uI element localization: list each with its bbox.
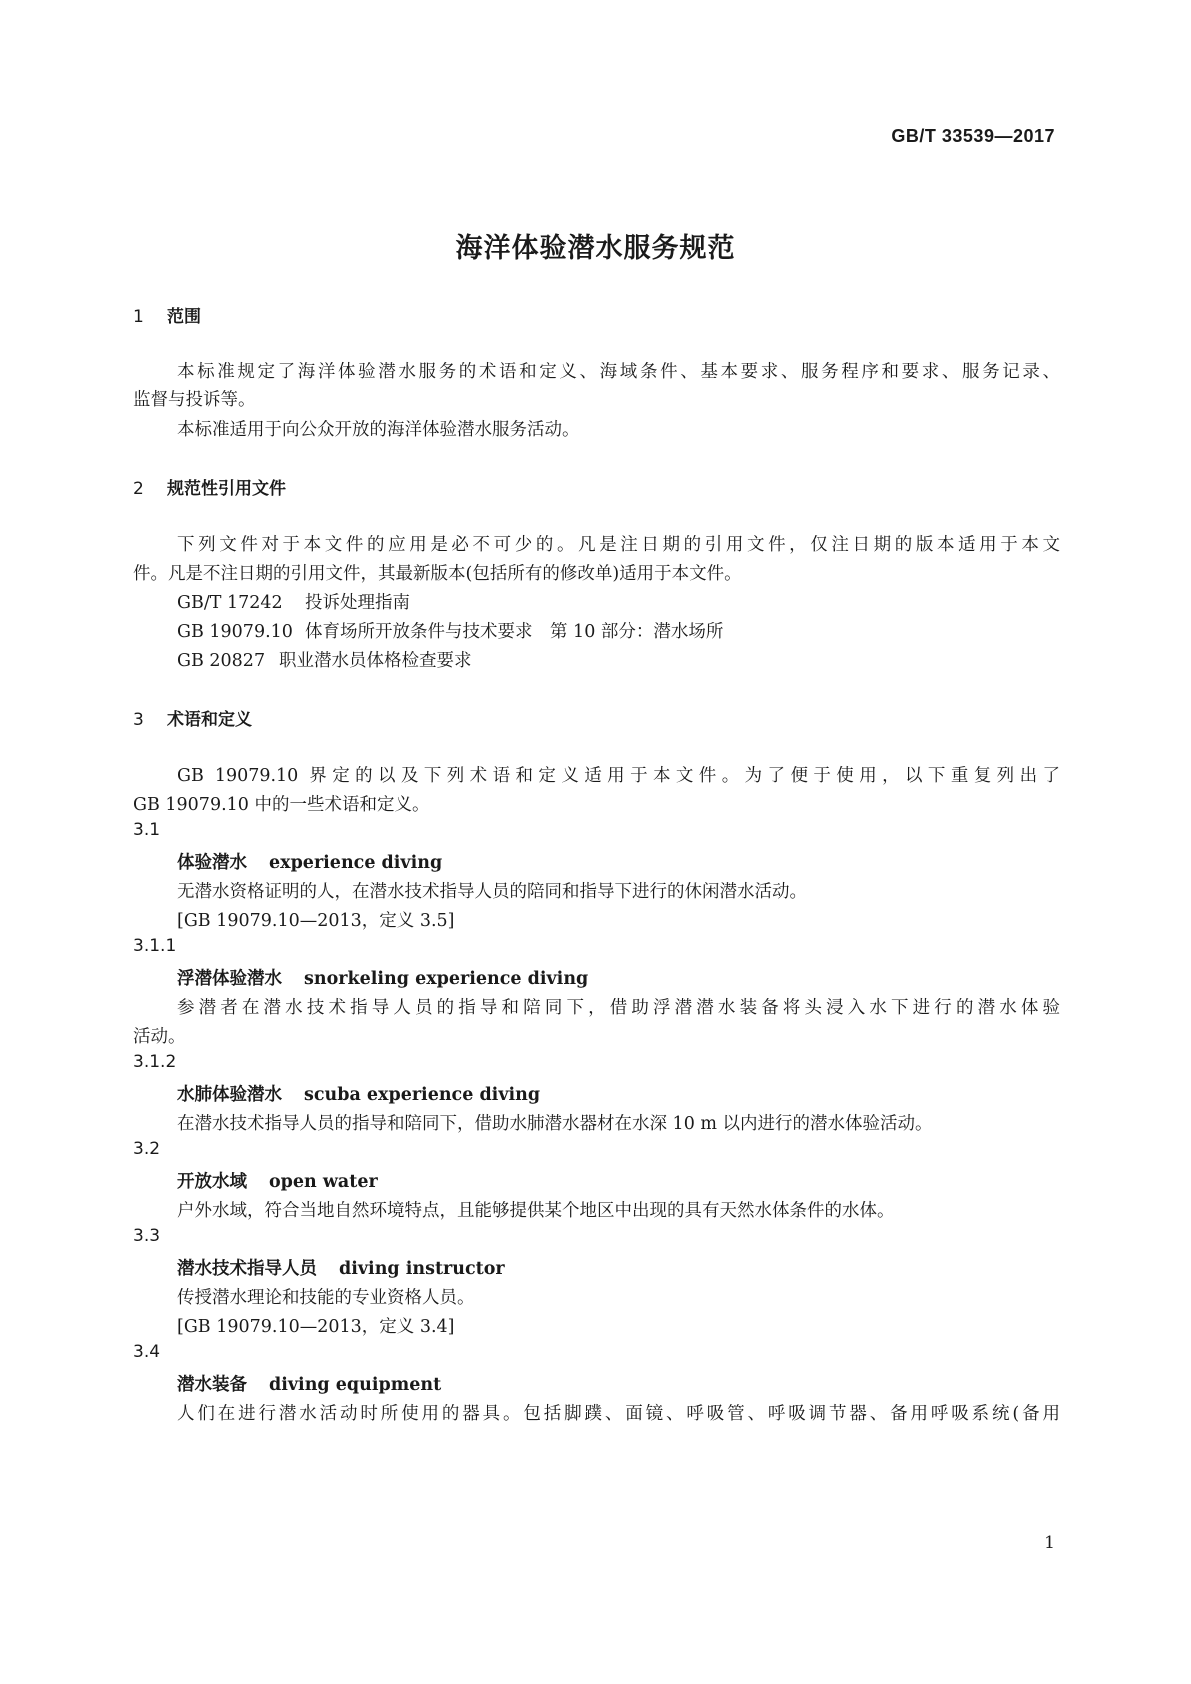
term-zh: 浮潜体验潜水 [177,969,282,989]
term-en: snorkeling experience diving [304,969,589,989]
term-number: 3.2 [133,1139,161,1159]
reference-code: GB/T 17242 [177,593,283,613]
paragraph-line: GB 19079.10 中的一些术语和定义。 [133,795,430,815]
term-definition: 活动。 [133,1027,186,1047]
term-zh: 潜水装备 [177,1375,247,1395]
term-zh: 体验潜水 [177,853,247,873]
term-entry [177,1168,378,1193]
reference-item [177,647,472,672]
term-en: scuba experience diving [304,1085,541,1105]
section-number: 2 [133,479,144,499]
paragraph-line: 监督与投诉等。 [133,390,256,410]
term-number: 3.1.2 [133,1052,177,1072]
reference-item [177,618,723,643]
section-3-heading [133,705,252,730]
section-title: 规范性引用文件 [167,479,286,499]
section-title: 术语和定义 [167,710,252,730]
reference-name: 体育场所开放条件与技术要求 第 10 部分：潜水场所 [305,622,724,642]
term-en: open water [269,1172,378,1192]
term-source: [GB 19079.10—2013，定义 3.4] [177,1317,455,1337]
term-definition: 在潜水技术指导人员的指导和陪同下，借助水肺潜水器材在水深 10 m 以内进行的潜水体验活动。 [177,1114,933,1134]
document-title: 海洋体验潜水服务规范 [455,233,736,264]
term-entry [177,1255,505,1280]
paragraph-line: GB 19079.10 界定的以及下列术语和定义适用于本文件。为了便于使用，以下重复列出了 [177,766,1060,786]
page-number: 1 [1044,1533,1055,1553]
reference-name: 职业潜水员体格检查要求 [279,651,472,671]
term-number: 3.3 [133,1226,161,1246]
term-zh: 潜水技术指导人员 [177,1259,317,1279]
section-number: 3 [133,710,144,730]
reference-code: GB 19079.10 [177,622,293,642]
reference-item [177,589,410,614]
section-1-heading [133,302,201,327]
term-zh: 水肺体验潜水 [177,1085,282,1105]
term-definition: 户外水域，符合当地自然环境特点，且能够提供某个地区中出现的具有天然水体条件的水体。 [177,1201,895,1221]
section-number: 1 [133,307,144,327]
paragraph-line: 本标准适用于向公众开放的海洋体验潜水服务活动。 [177,420,580,440]
term-en: diving equipment [269,1375,442,1395]
term-en: diving instructor [339,1259,505,1279]
paragraph-line: 本标准规定了海洋体验潜水服务的术语和定义、海域条件、基本要求、服务程序和要求、服务记录、 [177,362,1060,382]
term-source: [GB 19079.10—2013，定义 3.5] [177,911,455,931]
term-definition: 无潜水资格证明的人，在潜水技术指导人员的陪同和指导下进行的休闲潜水活动。 [177,882,807,902]
term-number: 3.4 [133,1342,161,1362]
section-title: 范围 [167,307,201,327]
standard-number: GB/T 33539—2017 [891,126,1055,146]
paragraph-line: 件。凡是不注日期的引用文件，其最新版本(包括所有的修改单)适用于本文件。 [133,564,742,584]
term-number: 3.1.1 [133,936,177,956]
section-2-heading [133,474,286,499]
term-entry [177,849,442,874]
reference-code: GB 20827 [177,651,266,671]
term-definition: 参潜者在潜水技术指导人员的指导和陪同下，借助浮潜潜水装备将头浸入水下进行的潜水体验 [177,998,1060,1018]
term-entry [177,1371,441,1396]
term-zh: 开放水域 [177,1172,247,1192]
reference-name: 投诉处理指南 [305,593,410,613]
paragraph-line: 下列文件对于本文件的应用是必不可少的。凡是注日期的引用文件，仅注日期的版本适用于本文 [177,535,1060,555]
term-definition: 传授潜水理论和技能的专业资格人员。 [177,1288,475,1308]
term-number: 3.1 [133,820,161,840]
term-definition: 人们在进行潜水活动时所使用的器具。包括脚蹼、面镜、呼吸管、呼吸调节器、备用呼吸系统(备用 [177,1404,1060,1424]
term-entry [177,1081,540,1106]
term-en: experience diving [269,853,443,873]
term-entry [177,965,588,990]
